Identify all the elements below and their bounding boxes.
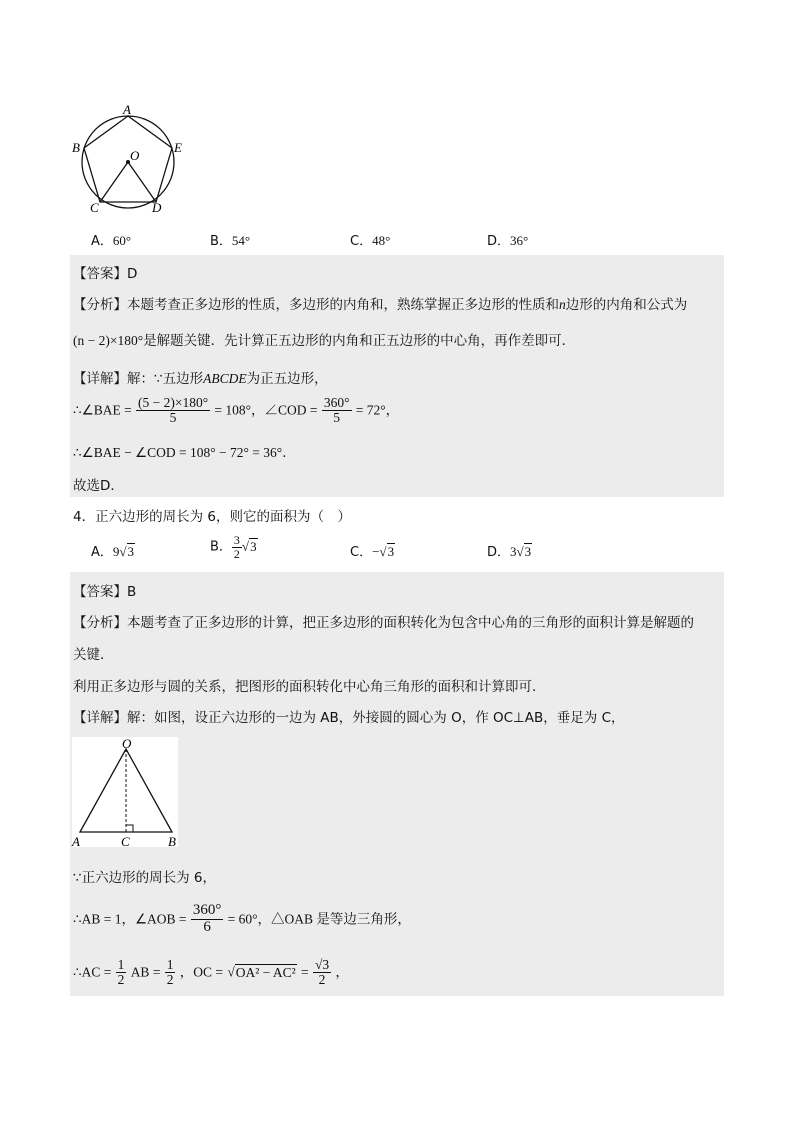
label-c: C (90, 200, 99, 215)
label-e: E (174, 140, 182, 155)
pentagon-circle-figure (68, 100, 193, 215)
label-a: A (123, 102, 131, 117)
label-o: O (130, 148, 140, 163)
q4-step1: ∵正六边形的周长为 6， (73, 870, 216, 886)
q3-option-d: D．36° (487, 233, 529, 249)
q4-step3: ∴AC = $\frac{1}{2}$ AB = $\frac{1}{2}$ ，OC = √OA² − AC² = $\frac{√3}{2}$ ， (73, 957, 349, 988)
q3-detail-line3: ∴∠BAE − ∠COD = 108° − 72° = 36°． (73, 445, 296, 460)
tri-label-a: A (72, 834, 80, 849)
q3-detail-line2: ∴∠BAE = $\frac{(5 - 2)\times 180^\circ}{5}$ = 108°，∠COD = $\frac{360^\circ}{5}$ = 72°， (73, 395, 400, 426)
q4-analysis-line2: 关键． (73, 647, 114, 663)
q3-analysis-line1: 【分析】本题考查正多边形的性质，多边形的内角和，熟练掌握正多边形的性质和n边形的内角和公式为 (73, 297, 688, 313)
triangle-figure (70, 737, 182, 851)
tri-label-c: C (121, 834, 130, 849)
q4-stem: 4．正六边形的周长为 6，则它的面积为（ ） (73, 509, 351, 525)
q4-step2: ∴AB = 1，∠AOB = $\frac{360^\circ}{6}$ = 60°，△OAB 是等边三角形， (73, 902, 411, 935)
q3-option-a: A．60° (91, 233, 132, 249)
q4-option-a: A．9√3 (91, 544, 135, 560)
q3-analysis-line2: (n − 2)×180°是解题关键．先计算正五边形的内角和正五边形的中心角，再作差即可． (73, 333, 576, 349)
q3-conclusion: 故选D． (73, 478, 124, 494)
q4-answer: 【答案】B (73, 584, 137, 600)
tri-label-o: O (122, 737, 132, 751)
label-d: D (152, 200, 162, 215)
q3-detail-line1: 【详解】解：∵五边形ABCDE为正五边形， (73, 371, 328, 387)
q4-option-c: C．−√3 (350, 544, 395, 560)
q4-analysis-line3: 利用正多边形与圆的关系，把图形的面积转化中心角三角形的面积和计算即可． (73, 679, 546, 695)
q4-option-d: D．3√3 (487, 544, 532, 560)
tri-label-b: B (168, 834, 176, 849)
q3-option-b: B．54° (210, 233, 251, 249)
q3-option-c: C．48° (350, 233, 391, 249)
q3-answer: 【答案】D (73, 266, 138, 282)
label-b: B (72, 140, 80, 155)
q4-detail-line1: 【详解】解：如图，设正六边形的一边为 AB，外接圆的圆心为 O，作 OC⊥AB，垂足为 C， (73, 710, 625, 726)
q4-option-b: B． $\frac{3}{2}$ √3 (210, 533, 257, 561)
q4-analysis-line1: 【分析】本题考查了正多边形的计算，把正多边形的面积转化为包含中心角的三角形的面积计算是解题的 (73, 615, 694, 631)
